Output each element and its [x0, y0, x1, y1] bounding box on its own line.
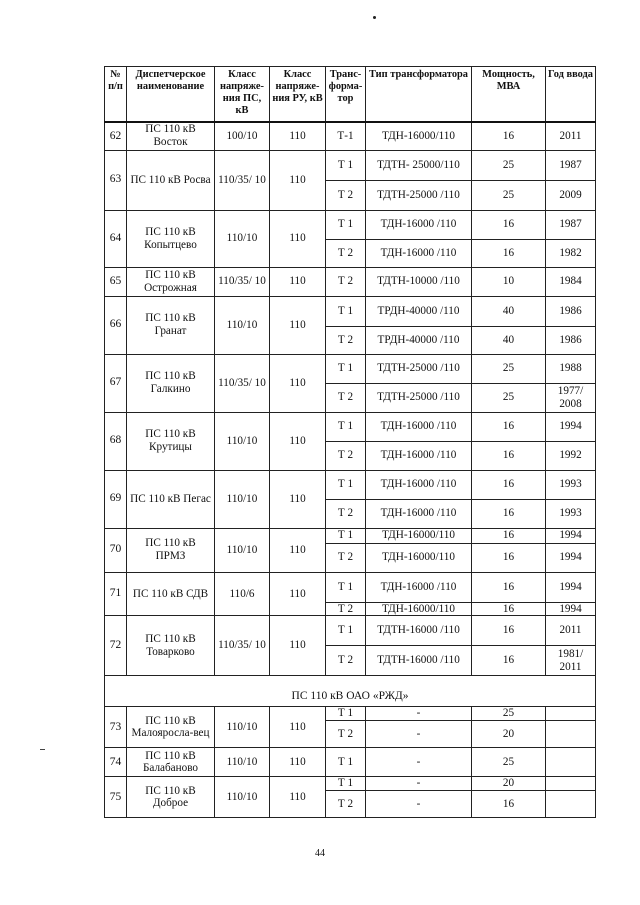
power-mva: 25: [472, 383, 546, 412]
table-row: [105, 296, 596, 326]
substation-name: ПС 110 кВ Острожная: [127, 267, 215, 296]
power-mva: 16: [472, 572, 546, 602]
row-number: 72: [105, 616, 127, 676]
transformer-type: -: [366, 721, 472, 748]
substation-name: ПС 110 кВ Галкино: [127, 354, 215, 412]
transformer-type: ТДТН-25000 /110: [366, 354, 472, 383]
power-mva: 20: [472, 721, 546, 748]
substation-name: ПС 110 кВ Товарково: [127, 616, 215, 676]
power-mva: 25: [472, 180, 546, 210]
substation-name: ПС 110 кВ Пегас: [127, 470, 215, 528]
voltage-class-ru: 110: [270, 354, 326, 412]
transformer-id: Т 1: [326, 616, 366, 646]
transformer-type: ТДН-16000 /110: [366, 572, 472, 602]
transformer-type: ТДН-16000 /110: [366, 441, 472, 470]
transformer-type: ТДН-16000 /110: [366, 470, 472, 499]
row-number: 68: [105, 412, 127, 470]
power-mva: 40: [472, 296, 546, 326]
commission-year: [546, 791, 596, 818]
transformer-type: ТДН-16000 /110: [366, 499, 472, 528]
power-mva: 16: [472, 210, 546, 239]
header-class-ru: Класс напряже-ния РУ, кВ: [270, 67, 326, 123]
table-row: [105, 777, 596, 791]
transformer-id: Т 2: [326, 267, 366, 296]
header-class-ps: Класс напряже-ния ПС, кВ: [215, 67, 270, 123]
commission-year: 1994: [546, 528, 596, 543]
transformer-id: Т 2: [326, 239, 366, 267]
commission-year: 1977/ 2008: [546, 383, 596, 412]
table-row: [105, 412, 596, 441]
voltage-class-ps: 100/10: [215, 122, 270, 150]
transformer-type: ТДН-16000/110: [366, 543, 472, 572]
transformer-type: ТДН-16000 /110: [366, 239, 472, 267]
power-mva: 16: [472, 122, 546, 150]
transformer-id: Т 2: [326, 326, 366, 354]
table-row: [105, 150, 596, 180]
transformer-id: Т 2: [326, 721, 366, 748]
commission-year: 1986: [546, 296, 596, 326]
transformer-id: Т 2: [326, 646, 366, 676]
commission-year: [546, 777, 596, 791]
table-row: [105, 707, 596, 721]
header-row: [105, 67, 596, 123]
transformer-id: Т 2: [326, 602, 366, 616]
transformer-id: Т 1: [326, 572, 366, 602]
transformer-id: Т 1: [326, 150, 366, 180]
transformer-type: ТДТН-16000 /110: [366, 616, 472, 646]
transformer-id: Т 1: [326, 296, 366, 326]
substation-name: ПС 110 кВ ПРМЗ: [127, 528, 215, 572]
transformer-type: -: [366, 707, 472, 721]
transformer-type: -: [366, 748, 472, 777]
transformer-type: ТДН-16000 /110: [366, 210, 472, 239]
row-number: 64: [105, 210, 127, 267]
voltage-class-ps: 110/10: [215, 296, 270, 354]
substation-name: ПС 110 кВ Гранат: [127, 296, 215, 354]
power-mva: 16: [472, 239, 546, 267]
table-row: [105, 267, 596, 296]
section-title: ПС 110 кВ ОАО «РЖД»: [105, 676, 596, 707]
transformer-type: ТДТН-25000 /110: [366, 180, 472, 210]
power-mva: 16: [472, 528, 546, 543]
row-number: 62: [105, 122, 127, 150]
voltage-class-ru: 110: [270, 572, 326, 616]
commission-year: 1987: [546, 210, 596, 239]
header-year: Год ввода: [546, 67, 596, 123]
transformer-id: Т 2: [326, 791, 366, 818]
transformer-id: Т 2: [326, 499, 366, 528]
transformer-id: Т 1: [326, 777, 366, 791]
power-mva: 16: [472, 499, 546, 528]
power-mva: 10: [472, 267, 546, 296]
voltage-class-ru: 110: [270, 528, 326, 572]
row-number: 71: [105, 572, 127, 616]
table-row: [105, 122, 596, 150]
commission-year: 1982: [546, 239, 596, 267]
header-transformer: Транс-форма-тор: [326, 67, 366, 123]
voltage-class-ps: 110/35/ 10: [215, 354, 270, 412]
power-mva: 16: [472, 791, 546, 818]
transformer-type: ТДТН-10000 /110: [366, 267, 472, 296]
voltage-class-ps: 110/10: [215, 707, 270, 748]
voltage-class-ps: 110/6: [215, 572, 270, 616]
table-row: [105, 748, 596, 777]
transformer-id: Т 1: [326, 412, 366, 441]
transformer-type: ТДН-16000 /110: [366, 412, 472, 441]
transformer-id: Т 1: [326, 470, 366, 499]
transformer-type: -: [366, 791, 472, 818]
voltage-class-ps: 110/10: [215, 777, 270, 818]
voltage-class-ru: 110: [270, 122, 326, 150]
power-mva: 16: [472, 543, 546, 572]
section-row: [105, 676, 596, 707]
transformer-id: Т 2: [326, 180, 366, 210]
substation-name: ПС 110 кВ Копытцево: [127, 210, 215, 267]
table-row: [105, 354, 596, 383]
commission-year: 1981/ 2011: [546, 646, 596, 676]
header-power: Мощность, МВА: [472, 67, 546, 123]
power-mva: 16: [472, 441, 546, 470]
substation-name: ПС 110 кВ СДВ: [127, 572, 215, 616]
row-number: 70: [105, 528, 127, 572]
voltage-class-ru: 110: [270, 748, 326, 777]
commission-year: 1986: [546, 326, 596, 354]
commission-year: 1984: [546, 267, 596, 296]
power-mva: 25: [472, 707, 546, 721]
substation-name: ПС 110 кВ Восток: [127, 122, 215, 150]
voltage-class-ru: 110: [270, 412, 326, 470]
substation-name: ПС 110 кВ Крутицы: [127, 412, 215, 470]
transformer-type: -: [366, 777, 472, 791]
transformer-type: ТДТН- 25000/110: [366, 150, 472, 180]
transformer-id: Т 1: [326, 748, 366, 777]
voltage-class-ru: 110: [270, 267, 326, 296]
transformer-id: Т 1: [326, 528, 366, 543]
substation-name: ПС 110 кВ Малояросла-вец: [127, 707, 215, 748]
transformer-id: Т 2: [326, 383, 366, 412]
transformer-id: Т 2: [326, 441, 366, 470]
stray-dot: [373, 16, 376, 19]
commission-year: 2011: [546, 616, 596, 646]
stray-mark: [40, 749, 45, 750]
commission-year: 1994: [546, 412, 596, 441]
power-mva: 40: [472, 326, 546, 354]
table-row: [105, 616, 596, 646]
page-number: 44: [315, 848, 325, 859]
transformer-type: ТДТН-16000 /110: [366, 646, 472, 676]
transformer-type: ТРДН-40000 /110: [366, 296, 472, 326]
commission-year: 2011: [546, 122, 596, 150]
header-name: Диспетчерское наименование: [127, 67, 215, 123]
commission-year: 1994: [546, 572, 596, 602]
voltage-class-ps: 110/10: [215, 412, 270, 470]
row-number: 73: [105, 707, 127, 748]
power-mva: 16: [472, 616, 546, 646]
transformer-id: Т 1: [326, 354, 366, 383]
transformer-type: ТДН-16000/110: [366, 602, 472, 616]
row-number: 67: [105, 354, 127, 412]
voltage-class-ps: 110/10: [215, 210, 270, 267]
voltage-class-ps: 110/35/ 10: [215, 267, 270, 296]
row-number: 65: [105, 267, 127, 296]
commission-year: 1994: [546, 602, 596, 616]
table-row: [105, 572, 596, 602]
voltage-class-ru: 110: [270, 210, 326, 267]
header-type: Тип трансформатора: [366, 67, 472, 123]
commission-year: [546, 707, 596, 721]
commission-year: 2009: [546, 180, 596, 210]
power-mva: 25: [472, 748, 546, 777]
row-number: 75: [105, 777, 127, 818]
commission-year: 1987: [546, 150, 596, 180]
transformer-id: Т 1: [326, 707, 366, 721]
substation-name: ПС 110 кВ Доброе: [127, 777, 215, 818]
row-number: 74: [105, 748, 127, 777]
commission-year: 1988: [546, 354, 596, 383]
transformer-type: ТДТН-25000 /110: [366, 383, 472, 412]
power-mva: 25: [472, 150, 546, 180]
commission-year: 1992: [546, 441, 596, 470]
transformer-id: Т-1: [326, 122, 366, 150]
voltage-class-ps: 110/10: [215, 470, 270, 528]
substation-name: ПС 110 кВ Балабаново: [127, 748, 215, 777]
table-row: [105, 210, 596, 239]
power-mva: 16: [472, 646, 546, 676]
transformer-id: Т 1: [326, 210, 366, 239]
power-mva: 16: [472, 602, 546, 616]
voltage-class-ru: 110: [270, 616, 326, 676]
transformer-type: ТРДН-40000 /110: [366, 326, 472, 354]
row-number: 66: [105, 296, 127, 354]
transformer-type: ТДН-16000/110: [366, 122, 472, 150]
substation-name: ПС 110 кВ Росва: [127, 150, 215, 210]
power-mva: 25: [472, 354, 546, 383]
voltage-class-ps: 110/10: [215, 748, 270, 777]
commission-year: [546, 721, 596, 748]
power-mva: 20: [472, 777, 546, 791]
commission-year: 1993: [546, 470, 596, 499]
transformer-id: Т 2: [326, 543, 366, 572]
voltage-class-ru: 110: [270, 707, 326, 748]
table-row: [105, 528, 596, 543]
voltage-class-ru: 110: [270, 150, 326, 210]
power-mva: 16: [472, 412, 546, 441]
commission-year: 1993: [546, 499, 596, 528]
header-num: № п/п: [105, 67, 127, 123]
commission-year: [546, 748, 596, 777]
voltage-class-ru: 110: [270, 470, 326, 528]
transformer-table: [104, 66, 596, 818]
voltage-class-ps: 110/35/ 10: [215, 616, 270, 676]
voltage-class-ps: 110/10: [215, 528, 270, 572]
power-mva: 16: [472, 470, 546, 499]
row-number: 69: [105, 470, 127, 528]
transformer-type: ТДН-16000/110: [366, 528, 472, 543]
voltage-class-ps: 110/35/ 10: [215, 150, 270, 210]
voltage-class-ru: 110: [270, 296, 326, 354]
row-number: 63: [105, 150, 127, 210]
commission-year: 1994: [546, 543, 596, 572]
table-row: [105, 470, 596, 499]
voltage-class-ru: 110: [270, 777, 326, 818]
